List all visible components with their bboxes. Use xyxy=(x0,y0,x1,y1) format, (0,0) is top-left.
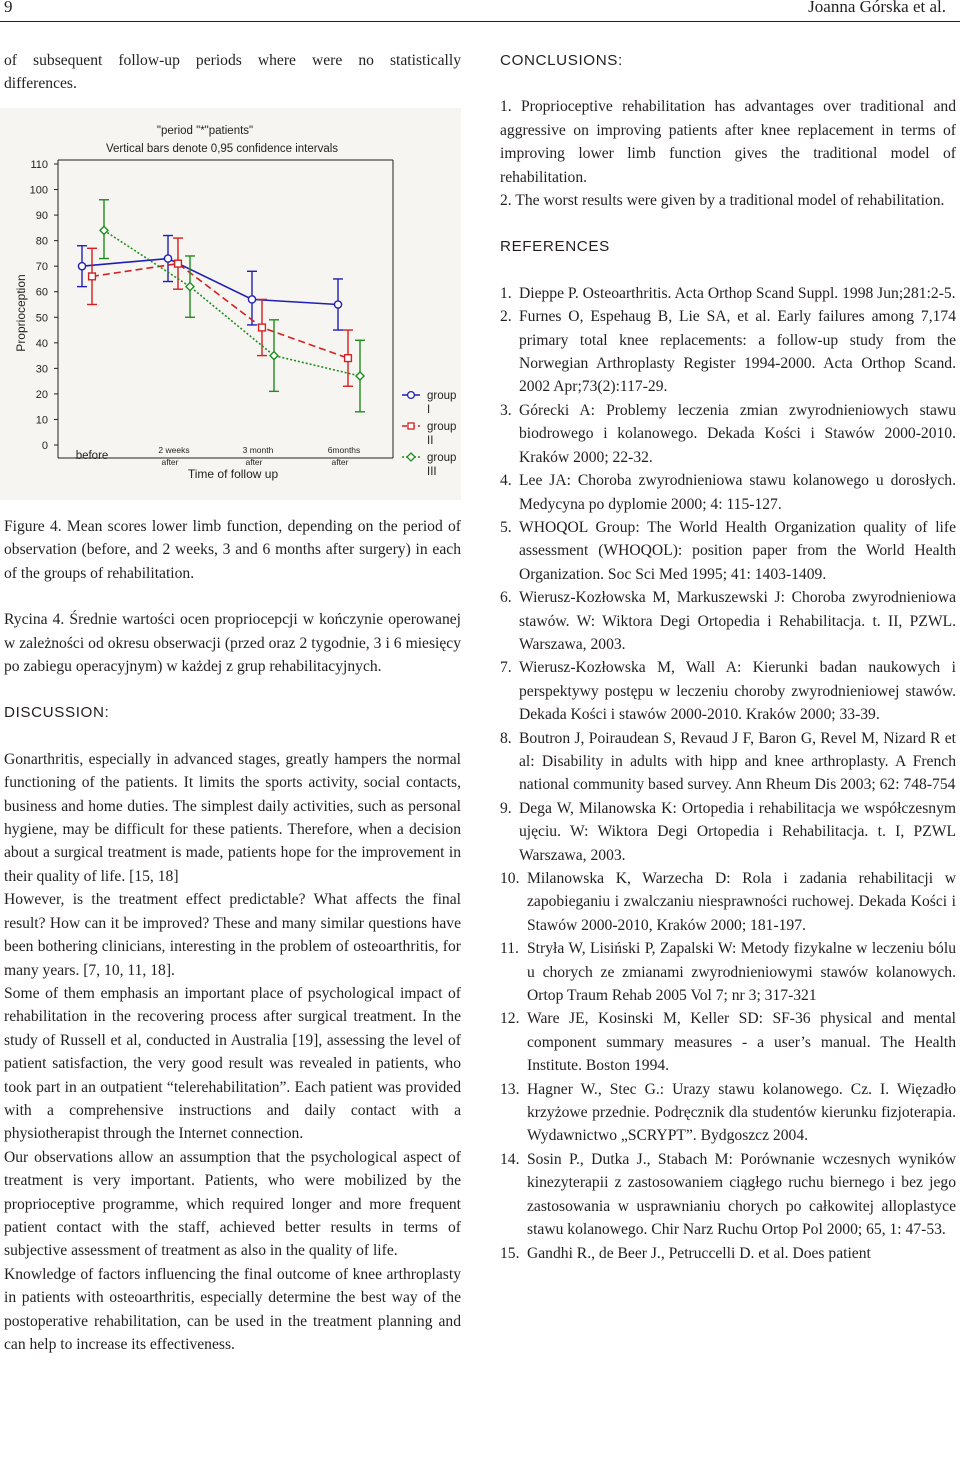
reference-item xyxy=(500,469,956,516)
data-point xyxy=(248,296,255,303)
reference-number: 9. xyxy=(500,799,512,817)
reference-number: 11. xyxy=(500,940,519,958)
conclusions-heading: CONCLUSIONS: xyxy=(500,52,623,69)
right-column xyxy=(500,49,956,1265)
reference-item xyxy=(500,586,956,656)
y-axis-label: Proprioception xyxy=(14,274,28,352)
header-rule xyxy=(0,21,960,22)
reference-item xyxy=(500,1007,956,1077)
conclusion-item: 1. Proprioceptive rehabilitation has advantages over traditional and aggressive on improving patients after knee replacement in terms of improving lower limb function gives the traditional model of rehabilitation. xyxy=(500,98,956,186)
x-tick-label-sub: after xyxy=(245,457,263,467)
reference-list xyxy=(500,282,956,1265)
discussion-paragraph: Some of them emphasis an important place of psychological impact of rehabilitation in the recovering process after surgical treatment. In the study of Russell et al, conducted in Australia [19], assessing the level of patient satisfaction, the very good result was revealed in patients, who took part in an outpatient “telerehabilitation”. Each patient was provided with a comprehensive instructions and daily contact with a physiotherapist through the Internet connection. xyxy=(4,984,461,1143)
x-tick-label-sub: after xyxy=(331,457,349,467)
reference-number: 5. xyxy=(500,518,512,536)
legend-label: group xyxy=(427,390,457,402)
reference-item xyxy=(500,656,956,726)
reference-text: Gandhi R., de Beer J., Petruccelli D. et al. Does patient xyxy=(527,1244,871,1262)
x-tick-label: 2 weeks xyxy=(158,445,190,455)
running-header-author: Joanna Górska et al. xyxy=(808,0,946,16)
legend-marker xyxy=(408,423,414,429)
reference-text: Wierusz-Kozłowska M, Wall A: Kierunki badan naukowych i perspektywy postępu w leczeniu choroby zwyrodnieniowej stawów. Dekada Kości i stawów 2000-2010. Kraków 2000; 33-39. xyxy=(519,659,956,724)
reference-item xyxy=(500,727,956,797)
reference-text: Furnes O, Espehaug B, Lie SA, et al. Early failures among 7,174 primary total knee replacements: a follow-up study from the Norwegian Arthroplasty Register 1994-2000. Acta Orthop Scand. 2002 Apr;73(2):117-29. xyxy=(519,308,956,396)
reference-text: Stryła W, Lisiński P, Zapalski W: Metody fizykalne w leczeniu bólu u chorych ze zmianami zwyrodnieniowymi stawów kolanowych. Ortop Traum Rehab 2005 Vol 7; nr 3; 317-321 xyxy=(527,940,956,1005)
y-tick-label: 80 xyxy=(35,235,48,248)
reference-text: Górecki A: Problemy leczenia zmian zwyrodnieniowych stawu biodrowego i kolanowego. Dekada Kości i Stawów 2000-2010. Kraków 2000; 22-32. xyxy=(519,401,956,466)
reference-number: 6. xyxy=(500,589,512,607)
reference-text: WHOQOL Group: The World Health Organization quality of life assessment (WHOQOL): position paper from the World Health Organization. Soc Sci Med 1995; 41: 1403-1409. xyxy=(519,518,956,583)
reference-number: 4. xyxy=(500,472,512,490)
intro-line-1: of subsequent follow-up periods where were no statistically xyxy=(4,52,461,69)
data-point xyxy=(164,255,171,262)
reference-number: 2. xyxy=(500,308,512,326)
reference-text: Sosin P., Dutka J., Stabach M: Porównanie wczesnych wyników kinezyterapii z zastosowaniem ciągłego ruchu biernego i bez jego zastosowania w usprawnianiu chorych po całkowitej alloplastyce stawu kolanowego. Chir Narz Ruchu Ortop Pol 2000; 65, 1: 47-53. xyxy=(527,1150,956,1239)
y-tick-label: 90 xyxy=(35,210,48,223)
reference-item xyxy=(500,516,956,586)
data-point xyxy=(175,260,182,267)
reference-number: 3. xyxy=(500,401,512,419)
reference-item xyxy=(500,1148,956,1242)
reference-item xyxy=(500,399,956,469)
page-number: 9 xyxy=(4,0,13,16)
reference-item xyxy=(500,1242,956,1265)
reference-number: 12. xyxy=(500,1010,520,1028)
discussion-paragraph: Our observations allow an assumption that the psychological aspect of treatment is very important. Patients, who were mobilized by the proprioceptive programme, which required longer and more frequent patient contact with the staff, achieved better results in terms of subjective assessment of treatment as also in the quality of life. xyxy=(4,1148,461,1260)
proprioception-chart xyxy=(0,108,461,500)
y-tick-label: 60 xyxy=(35,286,48,299)
data-point xyxy=(334,301,341,308)
x-tick-label: 3 month xyxy=(242,445,274,455)
reference-text: Dega W, Milanowska K: Ortopedia i rehabilitacja we współczesnym ujęciu. W: Wiktora Degi Ortopedia i Rehabilitacja. t. I, PZWL Warszawa, 2003. xyxy=(519,799,956,864)
reference-number: 7. xyxy=(500,659,512,677)
data-point xyxy=(259,324,266,331)
reference-number: 1. xyxy=(500,284,512,302)
figure-caption-polish: Rycina 4. Średnie wartości ocen propriocepcji w kończynie operowanej w zależności od okresu obserwacji (przed oraz 2 tygodnie, 3 i 6 miesięcy po zabiegu operacyjnym) w każdej z grup rehabilitacyjnych. xyxy=(4,611,461,676)
reference-number: 13. xyxy=(500,1080,520,1098)
discussion-heading: DISCUSSION: xyxy=(4,704,110,722)
references-heading: REFERENCES xyxy=(500,238,610,256)
reference-number: 15. xyxy=(500,1244,520,1262)
reference-number: 8. xyxy=(500,729,512,747)
reference-item xyxy=(500,867,956,937)
reference-text: Lee JA: Choroba zwyrodnieniowa stawu kolanowego u dorosłych. Medycyna po dyplomie 2000; 4: 115-127. xyxy=(519,472,956,513)
x-tick-label: 6months xyxy=(327,445,361,455)
reference-text: Hagner W., Stec G.: Urazy stawu kolanowego. Cz. I. Więzadło krzyżowe przednie. Podręcznik dla studentów kierunku fizjoterapia. Wydawnictwo „SCRYPT”. Bydgoszcz 2004. xyxy=(527,1080,956,1145)
reference-number: 10. xyxy=(500,870,520,887)
legend-label: group xyxy=(427,421,457,433)
legend-label-sub: III xyxy=(427,466,437,478)
data-point xyxy=(345,355,352,362)
x-tick-label-sub: after xyxy=(161,457,179,467)
x-axis-label: Time of follow up xyxy=(187,467,279,481)
data-point xyxy=(89,273,96,280)
discussion-paragraph: Knowledge of factors influencing the final outcome of knee arthroplasty in patients with osteoarthritis, especially determine the best way of the postoperative rehabilitation, can be used in the treatment planning and can help to increase its effectiveness. xyxy=(4,1265,461,1353)
reference-text: Boutron J, Poiraudean S, Revaud J F, Baron G, Revel M, Nizard R et al: Disability in adults with hipp and knee arthroplasty. A French national community based survey. Ann Rheum Dis 2003; 62: 748-754 xyxy=(519,729,956,794)
reference-text: Ware JE, Kosinski M, Keller SD: SF-36 physical and mental component summary measures - a user’s manual. The Health Institute. Boston 1994. xyxy=(527,1010,956,1075)
y-tick-label: 10 xyxy=(35,414,48,427)
conclusion-item: 2. The worst results were given by a traditional model of rehabilitation. xyxy=(500,192,945,210)
y-tick-label: 40 xyxy=(35,337,48,350)
reference-item xyxy=(500,305,956,399)
reference-text: Wierusz-Kozłowska M, Markuszewski J: Choroba zwyrodnieniowa stawów. W: Wiktora Degi Ortopedia i Rehabilitacja. t. II, PZWL. Warszawa, 2003. xyxy=(519,589,956,653)
discussion-paragraph: Gonarthritis, especially in advanced stages, greatly hampers the normal functioning of the patients. It limits the sports activity, social contacts, business and home duties. The simplest daily activities, such as personal hygiene, may be difficult for these patients. Therefore, when a decision about a surgical treatment is made, patients hope for the improvement in their quality of life. [15, 18] xyxy=(4,750,461,885)
y-tick-label: 50 xyxy=(35,312,48,325)
legend-marker xyxy=(408,392,415,399)
reference-item xyxy=(500,282,956,305)
chart-background xyxy=(0,108,461,500)
y-tick-label: 30 xyxy=(35,363,48,376)
reference-number: 14. xyxy=(500,1150,520,1168)
reference-item xyxy=(500,1078,956,1148)
reference-text: Dieppe P. Osteoarthritis. Acta Orthop Scand Suppl. 1998 Jun;281:2-5. xyxy=(519,284,956,302)
legend-label-sub: I xyxy=(427,404,431,416)
reference-text: Milanowska K, Warzecha D: Rola i zadania rehabilitacji w zapobieganiu i zwalczaniu niesprawności ruchowej. Dekada Kości i Stawów 2000-2010, Kraków 2000; 181-197. xyxy=(527,870,956,934)
y-tick-label: 0 xyxy=(41,440,48,452)
discussion-paragraph: However, is the treatment effect predictable? What affects the final result? How can it be improved? These and many similar questions have been bothering clinicians, interesting in the problem of osteoarthritis, for many years. [7, 10, 11, 18]. xyxy=(4,891,461,979)
data-point xyxy=(78,263,85,270)
y-tick-label: 100 xyxy=(29,184,48,197)
legend-label: group xyxy=(427,452,457,464)
left-column-body xyxy=(4,515,461,1356)
figure-caption: Figure 4. Mean scores lower limb function, depending on the period of observation (before, and 2 weeks, 3 and 6 months after surgery) in each of the groups of rehabilitation. xyxy=(4,518,461,582)
intro-line-2: differences. xyxy=(4,75,77,93)
x-tick-label: before xyxy=(75,450,109,462)
reference-item xyxy=(500,797,956,867)
chart-subtitle: Vertical bars denote 0,95 confidence intervals xyxy=(105,143,339,155)
legend-label-sub: II xyxy=(427,435,434,447)
reference-item xyxy=(500,937,956,1007)
y-tick-label: 110 xyxy=(30,159,48,171)
y-tick-label: 20 xyxy=(35,388,48,401)
y-tick-label: 70 xyxy=(35,261,48,274)
chart-title: "period "*"patients" xyxy=(156,125,254,137)
left-column-intro xyxy=(4,49,461,96)
